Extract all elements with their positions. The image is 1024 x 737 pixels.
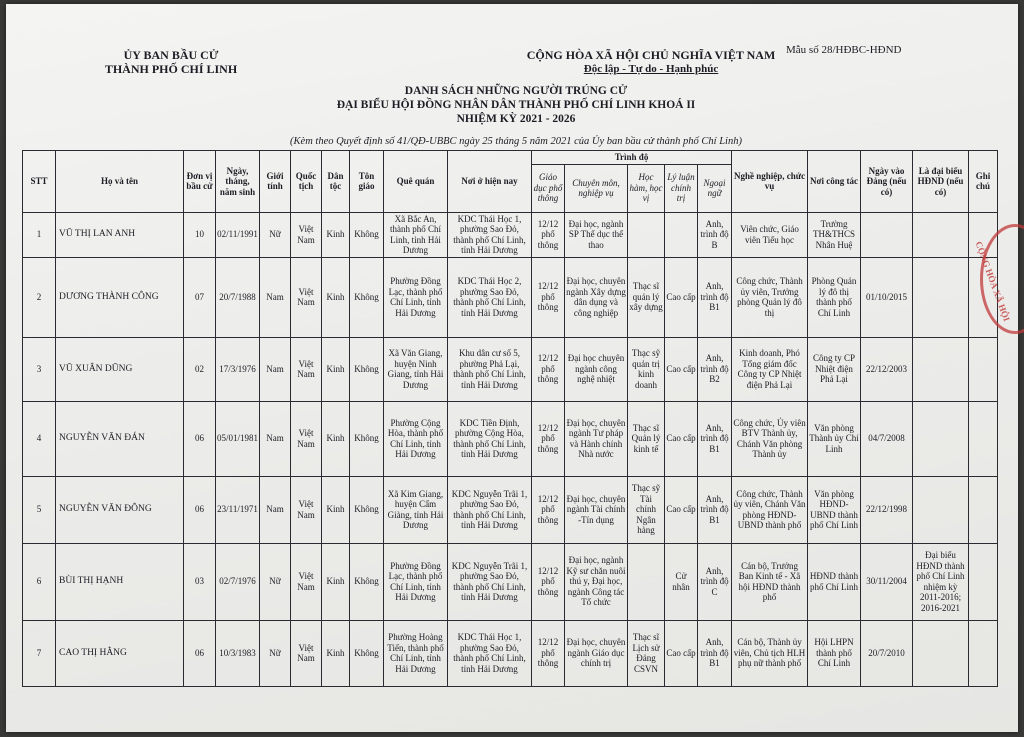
cell-hometown: Phường Đồng Lạc, thành phố Chí Linh, tỉnh Hải Dương (384, 257, 448, 337)
cell-occupation: Cán bộ, Trưởng Ban Kinh tế - Xã hội HĐND thành phố (732, 543, 808, 620)
cell-party-date: 04/7/2008 (861, 401, 913, 476)
cell-stt: 7 (23, 620, 56, 686)
cell-edu-degree: Thạc sỹ Tài chính Ngân hàng (628, 476, 665, 543)
cell-name: CAO THỊ HẰNG (56, 620, 184, 686)
cell-edu-degree: Thạc sĩ Lịch sử Đảng CSVN (628, 620, 665, 686)
cell-edu-general: 12/12 phổ thông (532, 543, 565, 620)
cell-edu-politics: Cao cấp (665, 476, 698, 543)
cell-edu-specialty: Đại học, ngành SP Thể dục thể thao (565, 212, 628, 257)
cell-stt: 1 (23, 212, 56, 257)
cell-edu-degree: Thạc sỹ quản trị kinh doanh (628, 337, 665, 401)
cell-edu-language: Anh, trình độ B2 (698, 337, 732, 401)
col-name: Họ và tên (56, 151, 184, 213)
cell-ethnicity: Kinh (322, 620, 350, 686)
cell-religion: Không (350, 212, 384, 257)
col-workplace: Nơi công tác (808, 151, 861, 213)
cell-edu-politics: Cao cấp (665, 620, 698, 686)
cell-dob: 05/01/1981 (216, 401, 260, 476)
cell-hometown: Phường Hoàng Tiến, thành phố Chí Linh, tỉnh Hải Dương (384, 620, 448, 686)
cell-dob: 02/7/1976 (216, 543, 260, 620)
cell-dob: 23/11/1971 (216, 476, 260, 543)
cell-workplace: Văn phòng HĐND-UBND thành phố Chí Linh (808, 476, 861, 543)
col-gender: Giới tính (260, 151, 291, 213)
issuer-header (66, 48, 276, 76)
decision-note: (Kèm theo Quyết định số 41/QĐ-UBBC ngày 25 tháng 5 năm 2021 của Ủy ban bầu cử thành phố Chí Linh) (290, 136, 742, 147)
cell-gender: Nữ (260, 543, 291, 620)
title-line2: ĐẠI BIỂU HỘI ĐỒNG NHÂN DÂN THÀNH PHỐ CHÍ LINH KHOÁ II (336, 99, 696, 111)
cell-nationality: Việt Nam (291, 337, 322, 401)
cell-religion: Không (350, 401, 384, 476)
cell-hometown: Xã Văn Giang, huyện Ninh Giang, tỉnh Hải Dương (384, 337, 448, 401)
table-row (23, 401, 998, 476)
issuer-line1: ỦY BAN BẦU CỬ (123, 48, 219, 62)
cell-edu-language: Anh, trình độ B1 (698, 257, 732, 337)
cell-hdnd (913, 212, 969, 257)
col-dob: Ngày, tháng, năm sinh (216, 151, 260, 213)
cell-name: VŨ THỊ LAN ANH (56, 212, 184, 257)
cell-nationality: Việt Nam (291, 212, 322, 257)
cell-name: DƯƠNG THÀNH CÔNG (56, 257, 184, 337)
cell-hdnd (913, 476, 969, 543)
cell-unit: 06 (184, 476, 216, 543)
col-stt: STT (23, 151, 56, 213)
cell-occupation: Kinh doanh, Phó Tổng giám đốc Công ty CP Nhiệt điện Phả Lại (732, 337, 808, 401)
cell-occupation: Công chức, Thành ủy viên, Chánh Văn phòng HĐND-UBND thành phố (732, 476, 808, 543)
cell-unit: 03 (184, 543, 216, 620)
col-edu-politics: Lý luận chính trị (665, 164, 698, 212)
cell-occupation: Công chức, Ủy viên BTV Thành ủy, Chánh Văn phòng Thành ủy (732, 401, 808, 476)
col-ethnicity: Dân tộc (322, 151, 350, 213)
cell-unit: 06 (184, 620, 216, 686)
cell-name: NGUYỄN VĂN ĐÔNG (56, 476, 184, 543)
cell-residence: KDC Thái Học 1, phường Sao Đỏ, thành phố Chí Linh, tỉnh Hải Dương (448, 620, 532, 686)
cell-stt: 6 (23, 543, 56, 620)
cell-residence: KDC Tiền Định, phường Cộng Hòa, thành phố Chí Linh, tỉnh Hải Dương (448, 401, 532, 476)
cell-name: NGUYỄN VĂN ĐÁN (56, 401, 184, 476)
cell-hometown: Xã Kim Giang, huyện Cẩm Giàng, tỉnh Hải Dương (384, 476, 448, 543)
col-religion: Tôn giáo (350, 151, 384, 213)
cell-dob: 02/11/1991 (216, 212, 260, 257)
col-residence: Nơi ở hiện nay (448, 151, 532, 213)
cell-edu-general: 12/12 phổ thông (532, 476, 565, 543)
col-edu-degree: Học hàm, học vị (628, 164, 665, 212)
cell-notes (969, 337, 998, 401)
cell-edu-language: Anh, trình độ B (698, 212, 732, 257)
cell-nationality: Việt Nam (291, 476, 322, 543)
cell-notes (969, 476, 998, 543)
col-notes: Ghi chú (969, 151, 998, 213)
cell-residence: KDC Thái Học 1, phường Sao Đỏ, thành phố Chí Linh, tỉnh Hải Dương (448, 212, 532, 257)
cell-stt: 3 (23, 337, 56, 401)
cell-dob: 20/7/1988 (216, 257, 260, 337)
cell-dob: 10/3/1983 (216, 620, 260, 686)
col-edu-general: Giáo dục phổ thông (532, 164, 565, 212)
cell-hdnd (913, 337, 969, 401)
cell-stt: 2 (23, 257, 56, 337)
cell-gender: Nam (260, 257, 291, 337)
cell-ethnicity: Kinh (322, 401, 350, 476)
cell-residence: Khu dân cư số 5, phường Phả Lại, thành phố Chí Linh, tỉnh Hải Dương (448, 337, 532, 401)
table-row (23, 543, 998, 620)
cell-name: BÙI THỊ HẠNH (56, 543, 184, 620)
title-line3: NHIỆM KỲ 2021 - 2026 (456, 113, 576, 125)
table-row (23, 476, 998, 543)
elected-delegates-table (22, 150, 998, 687)
cell-gender: Nữ (260, 620, 291, 686)
cell-workplace: Hội LHPN thành phố Chí Linh (808, 620, 861, 686)
table-row (23, 212, 998, 257)
cell-edu-language: Anh, trình độ C (698, 543, 732, 620)
cell-religion: Không (350, 337, 384, 401)
cell-ethnicity: Kinh (322, 337, 350, 401)
col-edu-language: Ngoại ngữ (698, 164, 732, 212)
cell-workplace: Trường TH&THCS Nhân Huệ (808, 212, 861, 257)
cell-edu-politics: Cao cấp (665, 401, 698, 476)
cell-gender: Nữ (260, 212, 291, 257)
cell-workplace: HĐND thành phố Chí Linh (808, 543, 861, 620)
cell-edu-specialty: Đại học, chuyên ngành Tài chính -Tín dụng (565, 476, 628, 543)
national-title: CỘNG HÒA XÃ HỘI CHỦ NGHĨA VIỆT NAM (526, 48, 776, 62)
cell-stt: 4 (23, 401, 56, 476)
cell-party-date: 20/7/2010 (861, 620, 913, 686)
cell-name: VŨ XUÂN DŨNG (56, 337, 184, 401)
cell-ethnicity: Kinh (322, 476, 350, 543)
title-line1: DANH SÁCH NHỮNG NGƯỜI TRÚNG CỬ (404, 85, 628, 97)
cell-hdnd: Đại biểu HĐND thành phố Chí Linh nhiệm kỳ 2011-2016; 2016-2021 (913, 543, 969, 620)
cell-edu-degree: Thạc sĩ quản lý xây dựng (628, 257, 665, 337)
cell-unit: 10 (184, 212, 216, 257)
cell-nationality: Việt Nam (291, 401, 322, 476)
cell-edu-degree: Thạc sĩ Quản lý kinh tế (628, 401, 665, 476)
cell-dob: 17/3/1976 (216, 337, 260, 401)
cell-ethnicity: Kinh (322, 543, 350, 620)
cell-hometown: Phường Cộng Hòa, thành phố Chí Linh, tỉnh Hải Dương (384, 401, 448, 476)
cell-edu-degree (628, 212, 665, 257)
cell-workplace: Công ty CP Nhiệt điện Phả Lại (808, 337, 861, 401)
col-hdnd: Là đại biểu HĐND (nếu có) (913, 151, 969, 213)
cell-ethnicity: Kinh (322, 212, 350, 257)
cell-residence: KDC Nguyễn Trãi 1, phường Sao Đỏ, thành phố Chí Linh, tỉnh Hải Dương (448, 543, 532, 620)
cell-edu-specialty: Đại học chuyên ngành công nghệ nhiệt (565, 337, 628, 401)
col-edu-specialty: Chuyên môn, nghiệp vụ (565, 164, 628, 212)
form-number: Mẫu số 28/HĐBC-HĐND (786, 44, 902, 56)
cell-stt: 5 (23, 476, 56, 543)
cell-religion: Không (350, 476, 384, 543)
col-hometown: Quê quán (384, 151, 448, 213)
cell-occupation: Công chức, Thành ủy viên, Trưởng phòng Quản lý đô thị (732, 257, 808, 337)
cell-edu-language: Anh, trình độ B1 (698, 401, 732, 476)
table-header-row (23, 151, 998, 165)
cell-edu-general: 12/12 phổ thông (532, 257, 565, 337)
cell-gender: Nam (260, 476, 291, 543)
table-row (23, 257, 998, 337)
col-unit: Đơn vị bầu cử (184, 151, 216, 213)
cell-ethnicity: Kinh (322, 257, 350, 337)
cell-edu-specialty: Đại học, chuyên ngành Xây dựng dân dụng và công nghiệp (565, 257, 628, 337)
cell-edu-politics: Cao cấp (665, 257, 698, 337)
cell-hometown: Phường Đồng Lạc, thành phố Chí Linh, tỉnh Hải Dương (384, 543, 448, 620)
cell-hdnd (913, 257, 969, 337)
cell-edu-language: Anh, trình độ B1 (698, 476, 732, 543)
cell-workplace: Văn phòng Thành ủy Chí Linh (808, 401, 861, 476)
cell-edu-general: 12/12 phổ thông (532, 401, 565, 476)
cell-hometown: Xã Bắc An, thành phố Chí Linh, tỉnh Hải Dương (384, 212, 448, 257)
cell-hdnd (913, 620, 969, 686)
national-motto: Độc lập - Tự do - Hạnh phúc (583, 63, 719, 75)
cell-party-date: 22/12/1998 (861, 476, 913, 543)
cell-unit: 02 (184, 337, 216, 401)
cell-edu-politics: Cao cấp (665, 337, 698, 401)
cell-party-date: 22/12/2003 (861, 337, 913, 401)
cell-notes (969, 401, 998, 476)
cell-edu-general: 12/12 phổ thông (532, 337, 565, 401)
cell-edu-general: 12/12 phổ thông (532, 620, 565, 686)
cell-occupation: Cán bộ, Thành ủy viên, Chủ tịch HLH phụ nữ thành phố (732, 620, 808, 686)
cell-edu-specialty: Đại học, ngành Kỹ sư chăn nuôi thú y, Đại học, ngành Công tác Tổ chức (565, 543, 628, 620)
col-party-date: Ngày vào Đảng (nếu có) (861, 151, 913, 213)
col-education-group: Trình độ (532, 151, 732, 165)
cell-unit: 07 (184, 257, 216, 337)
cell-edu-language: Anh, trình độ B1 (698, 620, 732, 686)
cell-edu-degree (628, 543, 665, 620)
stamp-text: CỘNG HÒA XÃ HỘI (973, 240, 1012, 323)
cell-edu-politics (665, 212, 698, 257)
col-occupation: Nghề nghiệp, chức vụ (732, 151, 808, 213)
cell-nationality: Việt Nam (291, 257, 322, 337)
cell-workplace: Phòng Quản lý đô thị thành phố Chí Linh (808, 257, 861, 337)
cell-party-date: 30/11/2004 (861, 543, 913, 620)
col-nationality: Quốc tịch (291, 151, 322, 213)
cell-edu-general: 12/12 phổ thông (532, 212, 565, 257)
cell-gender: Nam (260, 401, 291, 476)
cell-residence: KDC Thái Học 2, phường Sao Đỏ, thành phố Chí Linh, tỉnh Hải Dương (448, 257, 532, 337)
cell-party-date (861, 212, 913, 257)
cell-edu-specialty: Đại học, chuyên ngành Tư pháp và Hành chính Nhà nước (565, 401, 628, 476)
cell-edu-politics: Cử nhân (665, 543, 698, 620)
document-title (236, 84, 796, 126)
cell-occupation: Viên chức, Giáo viên Tiểu học (732, 212, 808, 257)
cell-religion: Không (350, 620, 384, 686)
cell-notes (969, 543, 998, 620)
cell-residence: KDC Nguyễn Trãi 1, phường Sao Đỏ, thành phố Chí Linh, tỉnh Hải Dương (448, 476, 532, 543)
cell-religion: Không (350, 257, 384, 337)
cell-nationality: Việt Nam (291, 620, 322, 686)
table-row (23, 337, 998, 401)
cell-hdnd (913, 401, 969, 476)
cell-edu-specialty: Đại học, chuyên ngành Giáo dục chính trị (565, 620, 628, 686)
cell-religion: Không (350, 543, 384, 620)
cell-gender: Nam (260, 337, 291, 401)
cell-unit: 06 (184, 401, 216, 476)
table-row (23, 620, 998, 686)
issuer-line2: THÀNH PHỐ CHÍ LINH (104, 62, 238, 76)
cell-party-date: 01/10/2015 (861, 257, 913, 337)
national-header (511, 48, 791, 76)
cell-nationality: Việt Nam (291, 543, 322, 620)
cell-notes (969, 620, 998, 686)
